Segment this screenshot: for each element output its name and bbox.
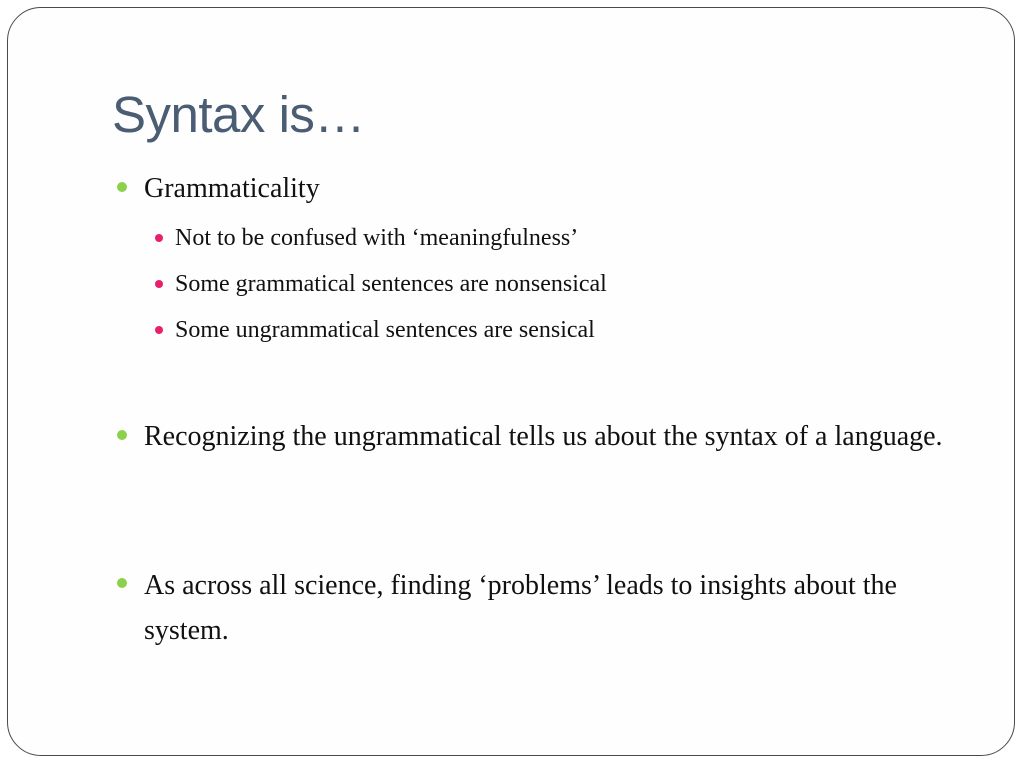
sub-bullet-icon xyxy=(155,280,163,288)
bullet-icon xyxy=(117,578,127,588)
sub-bullet-item-2: Some grammatical sentences are nonsensical xyxy=(175,271,607,297)
bullet-icon xyxy=(117,430,127,440)
sub-bullet-item-1: Not to be confused with ‘meaningfulness’ xyxy=(175,225,579,251)
sub-bullet-item-3: Some ungrammatical sentences are sensical xyxy=(175,317,595,343)
bullet-item-1: Grammaticality xyxy=(144,173,320,204)
sub-bullet-icon xyxy=(155,234,163,242)
slide-title: Syntax is… xyxy=(112,86,365,143)
sub-bullet-icon xyxy=(155,326,163,334)
bullet-item-3: As across all science, finding ‘problems’ leads to insights about the system. xyxy=(144,570,897,646)
bullet-icon xyxy=(117,182,127,192)
bullet-item-2: Recognizing the ungrammatical tells us about the syntax of a language. xyxy=(144,421,943,452)
